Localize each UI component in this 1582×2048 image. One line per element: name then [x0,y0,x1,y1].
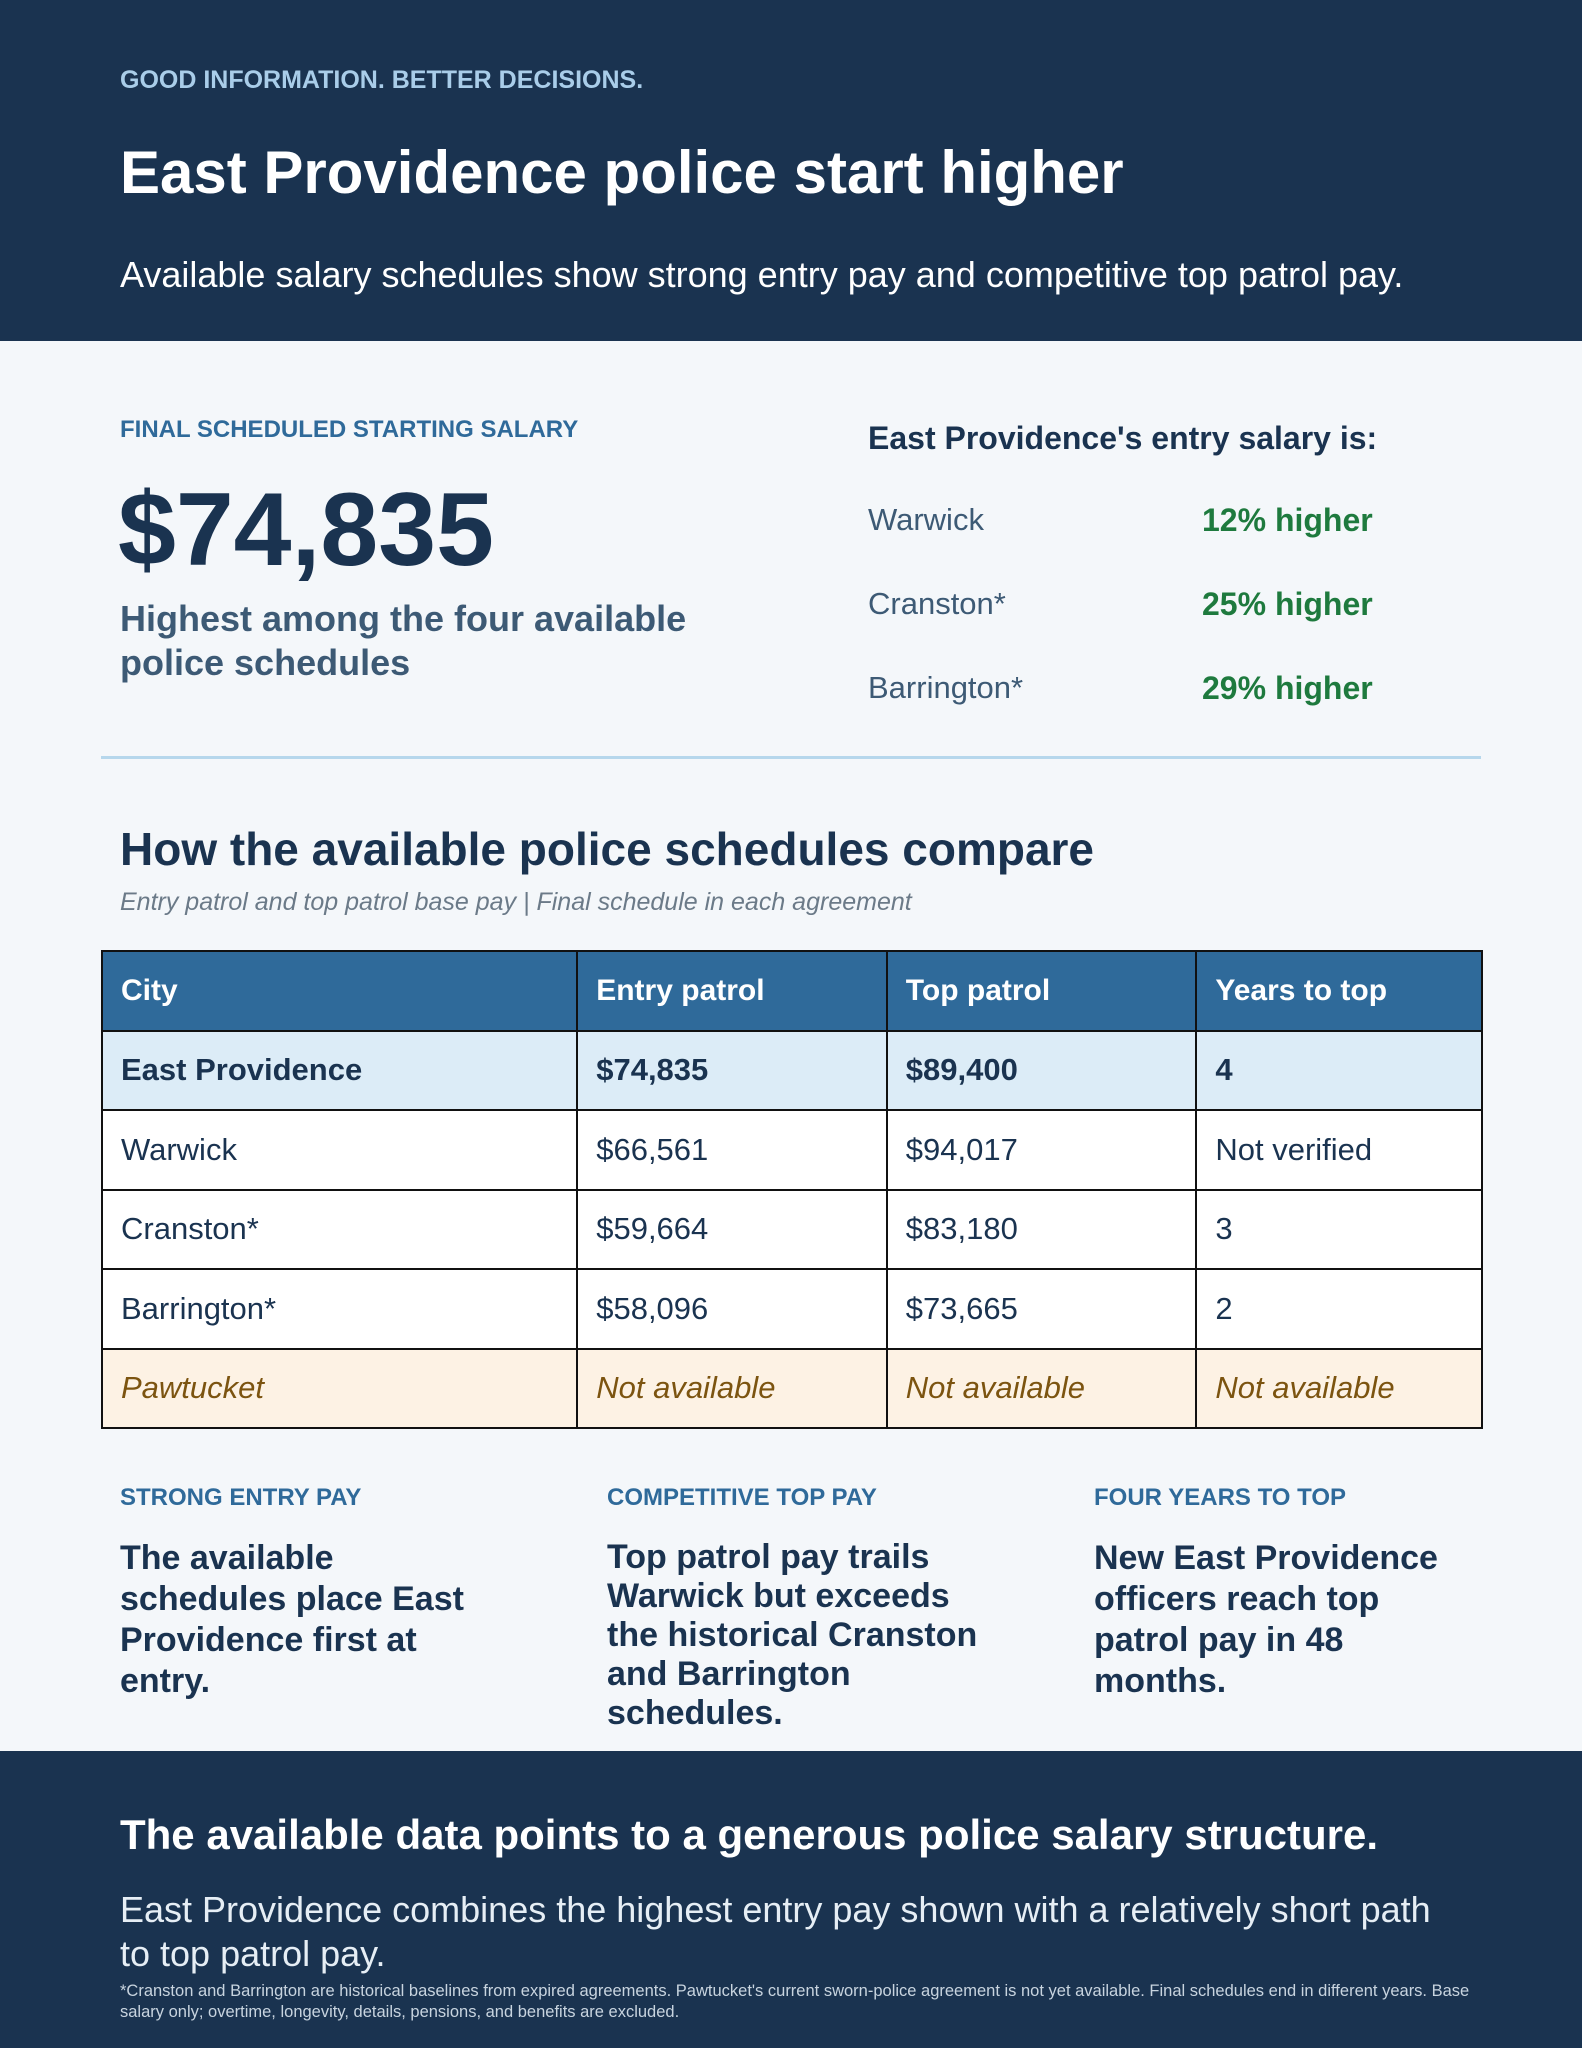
comparison-percent: 29% higher [1202,670,1373,706]
comparison-city: Warwick [868,502,984,537]
table-cell: Not available [1196,1349,1482,1429]
table-cell: Pawtucket [102,1349,577,1429]
comparison-city: Barrington* [868,670,1024,705]
comparison-row [868,586,1428,626]
section-divider [101,756,1481,759]
footnote: *Cranston and Barrington are historical baselines from expired agreements. Pawtucket's current sworn-police agreement is not yet available. Final schedules end in different years. Base salary only; overtime, longevity, details, pensions, and benefits are excluded. [120,1982,1470,2021]
table-cell: $83,180 [887,1190,1197,1270]
table-row-unavailable [102,1349,1482,1429]
callout-text: The available schedules place East Providence first at entry. [120,1539,464,1700]
table-cell: $74,835 [577,1031,887,1111]
column-header-entry: Entry patrol [577,951,887,1031]
column-header-city: City [102,951,577,1031]
table-cell: 2 [1196,1269,1482,1349]
callout-top-pay [607,1484,987,1733]
callout-years-to-top [1094,1484,1474,1702]
section-subtitle: Entry patrol and top patrol base pay | Final schedule in each agreement [120,888,912,916]
table-cell: Cranston* [102,1190,577,1270]
table-cell: $73,665 [887,1269,1197,1349]
table-cell: $94,017 [887,1110,1197,1190]
header-banner [0,0,1582,341]
stat-value: $74,835 [118,472,494,588]
comparison-row [868,502,1428,542]
table-cell: 3 [1196,1190,1482,1270]
callout-label: COMPETITIVE TOP PAY [607,1484,877,1511]
table-cell: Not available [577,1349,887,1429]
table-cell: Warwick [102,1110,577,1190]
footer-title: The available data points to a generous police salary structure. [120,1811,1379,1858]
footer-banner [0,1751,1582,2048]
stat-note: Highest among the four available police schedules [120,598,687,683]
callout-text: Top patrol pay trails Warwick but exceeds the historical Cranston and Barrington schedules. [607,1538,978,1732]
section-title: How the available police schedules compare [120,823,1095,875]
table-cell: $58,096 [577,1269,887,1349]
table-cell: Not verified [1196,1110,1482,1190]
salary-comparison-table [101,950,1483,1429]
table-cell: Barrington* [102,1269,577,1349]
footer-text: East Providence combines the highest entry pay shown with a relatively short path to top patrol pay. [120,1889,1431,1974]
table-cell: $66,561 [577,1110,887,1190]
table-cell: 4 [1196,1031,1482,1111]
table-row [102,1110,1482,1190]
comparison-row [868,670,1428,710]
page-title: East Providence police start higher [120,139,1124,206]
comparison-percent: 12% higher [1202,502,1373,538]
table-cell: $89,400 [887,1031,1197,1111]
callout-text: New East Providence officers reach top patrol pay in 48 months. [1094,1539,1438,1700]
comparison-percent: 25% higher [1202,586,1373,622]
table-cell: $59,664 [577,1190,887,1270]
callout-label: STRONG ENTRY PAY [120,1484,362,1511]
comparison-heading: East Providence's entry salary is: [868,420,1378,456]
callout-label: FOUR YEARS TO TOP [1094,1484,1347,1511]
comparison-city: Cranston* [868,586,1006,621]
page-subtitle: Available salary schedules show strong entry pay and competitive top patrol pay. [120,254,1404,295]
callout-entry-pay [120,1484,500,1702]
table-row-highlighted [102,1031,1482,1111]
table-header-row [102,951,1482,1031]
stat-label: FINAL SCHEDULED STARTING SALARY [120,416,579,443]
column-header-years: Years to top [1196,951,1482,1031]
table-row [102,1190,1482,1270]
tagline: GOOD INFORMATION. BETTER DECISIONS. [120,66,644,94]
column-header-top: Top patrol [887,951,1197,1031]
table-cell: East Providence [102,1031,577,1111]
table-cell: Not available [887,1349,1197,1429]
table-row [102,1269,1482,1349]
